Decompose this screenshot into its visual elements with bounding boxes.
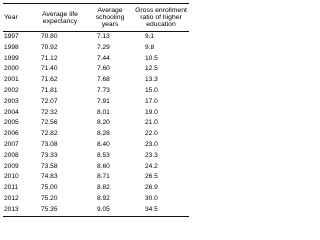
header-row <box>3 4 189 32</box>
cell-enrollment-ratio: 34.5 <box>133 205 189 216</box>
cell-year: 2003 <box>4 97 19 105</box>
cell-life-expectancy: 74.83 <box>41 173 58 181</box>
table-row <box>3 129 189 140</box>
cell-enrollment-ratio: 17.0 <box>145 97 158 105</box>
cell-schooling-years: 8.92 <box>97 194 110 202</box>
cell-life-expectancy: 73.58 <box>41 162 58 170</box>
header-year: Year <box>3 4 33 32</box>
cell-year: 1998 <box>4 43 19 51</box>
cell-enrollment-ratio: 9.8 <box>145 43 155 51</box>
cell-year: 2009 <box>4 162 19 170</box>
table-header <box>3 4 189 32</box>
table-row <box>3 205 189 216</box>
cell-enrollment-ratio: 26.5 <box>145 173 158 181</box>
cell-schooling-years: 7.68 <box>97 76 110 84</box>
cell-year: 2004 <box>4 108 19 116</box>
cell-schooling-years: 8.82 <box>97 184 110 192</box>
cell-schooling-years: 8.60 <box>97 162 110 170</box>
table-row <box>3 118 189 129</box>
table-row <box>3 54 189 65</box>
cell-enrollment-ratio: 21.0 <box>145 119 158 127</box>
table-row <box>3 108 189 119</box>
cell-year: 2001 <box>4 76 19 84</box>
cell-enrollment-ratio: 22.0 <box>145 130 158 138</box>
cell-enrollment-ratio: 9.1 <box>145 33 155 40</box>
cell-schooling-years: 7.73 <box>97 86 110 94</box>
cell-year: 2000 <box>4 65 19 73</box>
cell-schooling-years: 8.28 <box>97 130 110 138</box>
cell-enrollment-ratio: 23.3 <box>145 151 158 159</box>
cell-enrollment-ratio: 19.0 <box>145 108 158 116</box>
cell-enrollment-ratio: 10.5 <box>145 54 158 62</box>
cell-enrollment-ratio: 30.0 <box>145 194 158 202</box>
table-row <box>3 32 189 43</box>
cell-year: 1999 <box>4 54 19 62</box>
cell-schooling-years: 7.91 <box>97 97 110 105</box>
header-schooling-years: Average schooling years <box>87 4 133 32</box>
cell-life-expectancy: 71.12 <box>41 54 58 62</box>
cell-life-expectancy: 75.20 <box>41 194 58 202</box>
cell-life-expectancy: 70.80 <box>41 33 58 40</box>
table-row <box>3 86 189 97</box>
cell-year: 2005 <box>4 119 19 127</box>
table-row <box>3 183 189 194</box>
cell-life-expectancy: 73.33 <box>41 151 58 159</box>
cell-life-expectancy: 72.82 <box>41 130 58 138</box>
table-row <box>3 64 189 75</box>
header-enrollment-ratio: Gross enrollment ratio of higher education <box>133 4 189 32</box>
cell-schooling-years: 8.01 <box>97 108 110 116</box>
cell-year: 2011 <box>4 184 19 192</box>
header-life-expectancy: Average life expectancy <box>33 4 87 32</box>
cell-life-expectancy: 70.92 <box>41 43 58 51</box>
cell-life-expectancy: 71.81 <box>41 86 58 94</box>
cell-schooling-years: 7.13 <box>97 33 110 40</box>
table-row <box>3 140 189 151</box>
cell-life-expectancy: 71.40 <box>41 65 58 73</box>
cell-enrollment-ratio: 23.0 <box>145 140 158 148</box>
table-row <box>3 194 189 205</box>
cell-schooling-years: 7.29 <box>97 43 110 51</box>
table-row <box>3 172 189 183</box>
cell-year: 2006 <box>4 130 19 138</box>
cell-life-expectancy: 75.00 <box>41 184 58 192</box>
cell-year: 2012 <box>4 194 19 202</box>
cell-year: 2002 <box>4 86 19 94</box>
cell-enrollment-ratio: 15.0 <box>145 86 158 94</box>
table-row <box>3 43 189 54</box>
cell-schooling-years: 7.60 <box>97 65 110 73</box>
cell-enrollment-ratio: 24.2 <box>145 162 158 170</box>
cell-enrollment-ratio: 12.5 <box>145 65 158 73</box>
cell-enrollment-ratio: 26.9 <box>145 184 158 192</box>
cell-year: 1997 <box>4 33 19 40</box>
cell-schooling-years: 8.20 <box>97 119 110 127</box>
cell-year: 2007 <box>4 140 19 148</box>
data-table <box>3 3 189 217</box>
cell-life-expectancy: 73.08 <box>41 140 58 148</box>
cell-life-expectancy: 72.32 <box>41 108 58 116</box>
cell-year: 2010 <box>4 173 19 181</box>
cell-life-expectancy: 72.56 <box>41 119 58 127</box>
cell-schooling-years: 8.71 <box>97 173 110 181</box>
cell-year: 2008 <box>4 151 19 159</box>
table-body <box>3 32 189 217</box>
cell-life-expectancy: 71.62 <box>41 76 58 84</box>
cell-year: 2013 <box>3 205 33 216</box>
table-row <box>3 151 189 162</box>
cell-schooling-years: 9.05 <box>87 205 133 216</box>
cell-enrollment-ratio: 13.3 <box>145 76 158 84</box>
cell-schooling-years: 8.53 <box>97 151 110 159</box>
table-row <box>3 162 189 173</box>
cell-life-expectancy: 72.07 <box>41 97 58 105</box>
table-row <box>3 97 189 108</box>
cell-schooling-years: 8.40 <box>97 140 110 148</box>
cell-schooling-years: 7.44 <box>97 54 110 62</box>
cell-life-expectancy: 75.35 <box>33 205 87 216</box>
table-row <box>3 75 189 86</box>
